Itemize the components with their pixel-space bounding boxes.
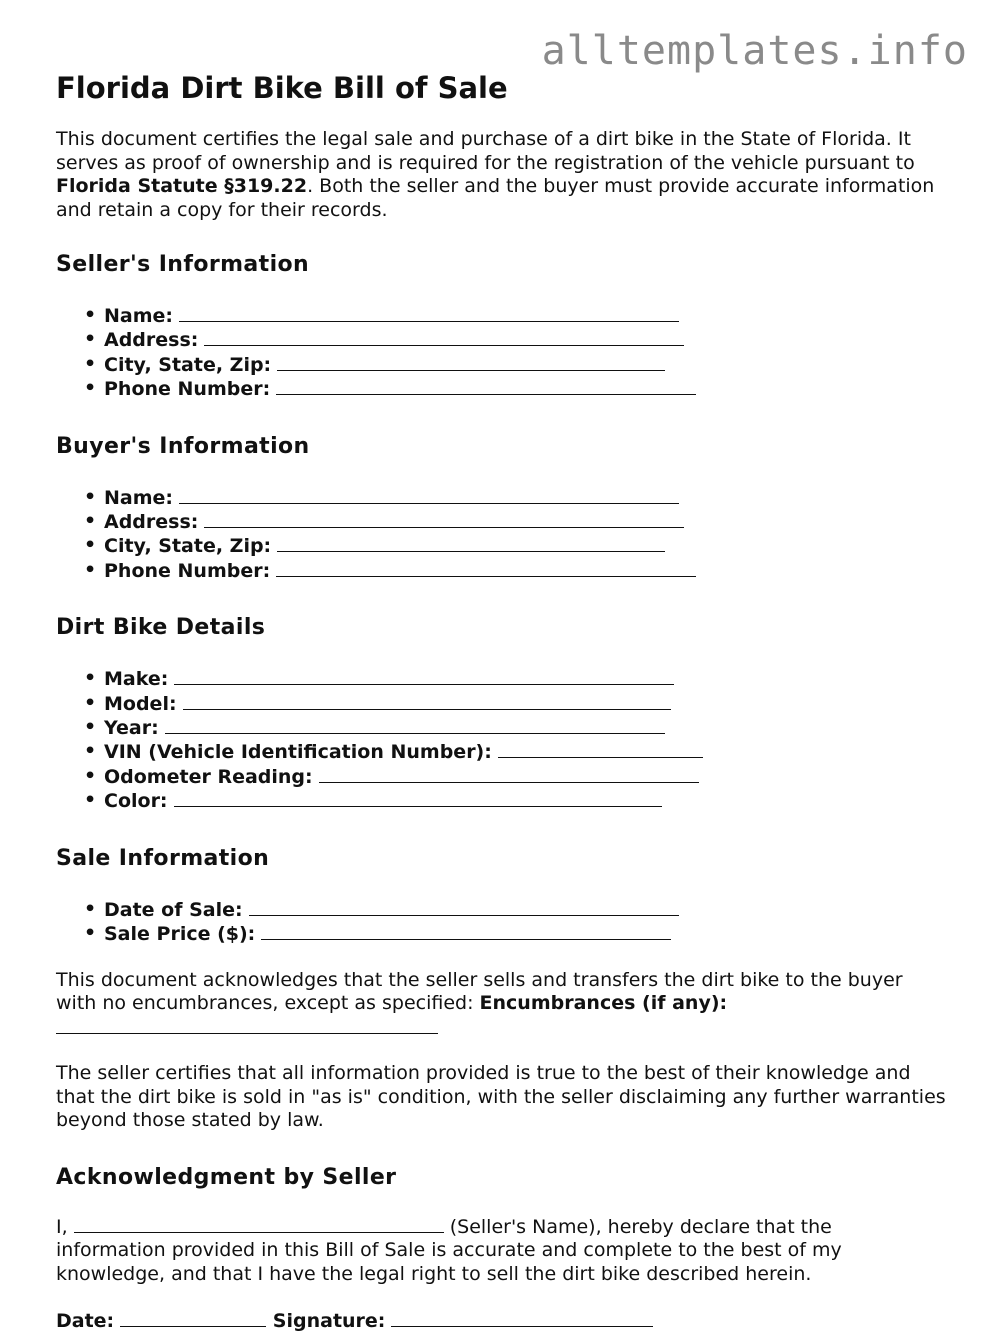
- bike-heading: Dirt Bike Details: [56, 615, 266, 641]
- seller-city-blank[interactable]: [277, 353, 665, 371]
- acknowledgment-heading: Acknowledgment by Seller: [56, 1164, 397, 1190]
- bike-year-field: • Year:: [104, 716, 946, 740]
- sale-heading: Sale Information: [56, 845, 270, 871]
- bike-odometer-blank[interactable]: [319, 765, 699, 783]
- date-blank[interactable]: [120, 1309, 266, 1327]
- buyer-city-blank[interactable]: [277, 534, 665, 552]
- statute-reference: Florida Statute §319.22: [56, 175, 308, 197]
- buyer-name-blank[interactable]: [179, 486, 679, 504]
- seller-heading: Seller's Information: [56, 252, 310, 277]
- bike-odometer-field: • Odometer Reading:: [104, 765, 946, 789]
- page-title: Florida Dirt Bike Bill of Sale: [56, 71, 508, 105]
- encumbrance-label: Encumbrances (if any):: [479, 992, 728, 1014]
- acknowledgment-paragraph: I, (Seller's Name), hereby declare that the information provided in this Bill of Sale is accurate and complete to the best of my knowledge, and that I have the legal right to sell the dirt bike described herein.: [56, 1215, 842, 1285]
- seller-name-field: • Name:: [104, 304, 946, 328]
- certification-paragraph: The seller certifies that all information provided is true to the best of their knowledge and that the dirt bike is sold in "as is" condition, with the seller disclaiming any further warranties beyond those stated by law.: [56, 1062, 946, 1131]
- buyer-city-field: • City, State, Zip:: [104, 534, 946, 558]
- intro-paragraph: This document certifies the legal sale and purchase of a dirt bike in the State of Florida. It serves as proof of ownership and is required for the registration of the vehicle pursuant to Florida Statute §319.22. Both the seller and the buyer must provide accurate information and retain a copy for their records.: [56, 128, 935, 221]
- seller-address-field: • Address:: [104, 328, 946, 352]
- sale-price-field: • Sale Price ($):: [104, 922, 946, 946]
- seller-phone-field: • Phone Number:: [104, 377, 946, 401]
- bike-color-blank[interactable]: [174, 789, 662, 807]
- seller-city-field: • City, State, Zip:: [104, 353, 946, 377]
- buyer-name-field: • Name:: [104, 486, 946, 510]
- bike-make-field: • Make:: [104, 667, 946, 691]
- sale-fields: [56, 898, 946, 947]
- seller-fields: [56, 304, 946, 402]
- bike-color-field: • Color:: [104, 789, 946, 813]
- seller-name-blank[interactable]: [179, 304, 679, 322]
- buyer-address-field: • Address:: [104, 510, 946, 534]
- bike-fields: [56, 667, 946, 813]
- seller-phone-blank[interactable]: [276, 377, 696, 395]
- bike-vin-blank[interactable]: [498, 740, 703, 758]
- sale-date-blank[interactable]: [249, 898, 679, 916]
- watermark: alltemplates.info: [541, 28, 968, 74]
- buyer-phone-blank[interactable]: [276, 559, 696, 577]
- buyer-heading: Buyer's Information: [56, 433, 310, 459]
- buyer-fields: [56, 486, 946, 584]
- buyer-address-blank[interactable]: [204, 510, 684, 528]
- encumbrance-paragraph: This document acknowledges that the seller sells and transfers the dirt bike to the buyer with no encumbrances, except as specified: Encumbrances (if any):: [56, 969, 946, 1041]
- signature-label: Signature:: [272, 1310, 386, 1332]
- signature-row: [56, 1309, 946, 1332]
- seller-declaration-blank[interactable]: [74, 1215, 444, 1233]
- buyer-phone-field: • Phone Number:: [104, 559, 946, 583]
- encumbrance-blank[interactable]: [56, 1016, 438, 1034]
- seller-address-blank[interactable]: [204, 328, 684, 346]
- bike-vin-field: • VIN (Vehicle Identification Number):: [104, 740, 946, 764]
- sale-date-field: • Date of Sale:: [104, 898, 946, 922]
- bike-model-field: • Model:: [104, 692, 946, 716]
- bike-model-blank[interactable]: [183, 692, 671, 710]
- bike-year-blank[interactable]: [165, 716, 665, 734]
- sale-price-blank[interactable]: [261, 922, 671, 940]
- date-label: Date:: [56, 1310, 115, 1332]
- signature-blank[interactable]: [391, 1309, 653, 1327]
- bike-make-blank[interactable]: [174, 667, 674, 685]
- document-page: [56, 68, 946, 1332]
